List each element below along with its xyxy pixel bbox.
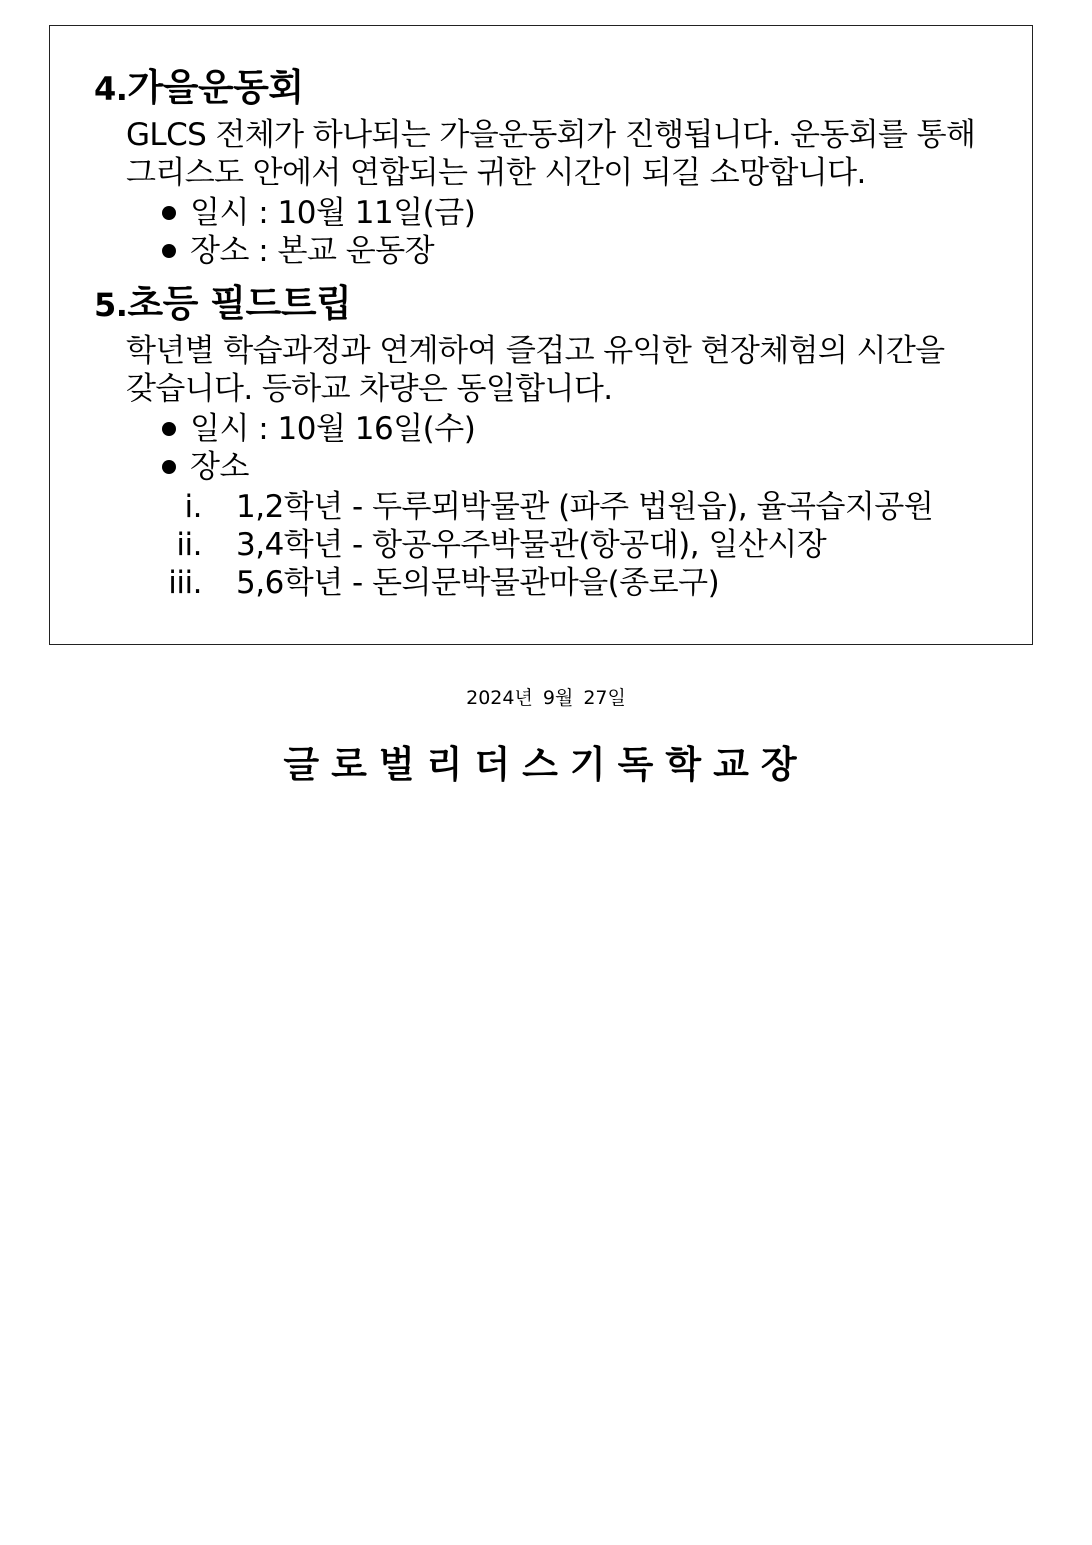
sub-item-text: 1,2학년 - 두루뫼박물관 (파주 법원읍), 율곡습지공원 [236, 489, 934, 525]
sub-item [168, 564, 945, 602]
bullet-dot-icon [162, 206, 176, 220]
notice-box [49, 25, 1033, 645]
bullet-list [162, 410, 945, 602]
bullet-item [162, 232, 975, 270]
section-field-trip [94, 282, 945, 602]
section-paragraph-line: 학년별 학습과정과 연계하여 즐겁고 유익한 현장체험의 시간을 [126, 333, 945, 369]
section-paragraph-line: 그리스도 안에서 연합되는 귀한 시간이 되길 소망합니다. [126, 155, 866, 191]
school-principal-signature: 글로벌리더스기독학교장 [283, 743, 809, 786]
sub-item [176, 526, 945, 564]
sub-item-marker: ii. [176, 527, 202, 563]
bullet-dot-icon [162, 460, 176, 474]
sub-item-marker: iii. [168, 565, 202, 601]
bullet-item [162, 448, 945, 602]
section-heading [94, 282, 945, 327]
bullet-list [162, 194, 975, 270]
bullet-text: 장소 [190, 449, 249, 485]
document-date: 2024년 9월 27일 [466, 687, 626, 709]
section-paragraph-line: GLCS 전체가 하나되는 가을운동회가 진행됩니다. 운동회를 통해 [126, 117, 976, 153]
section-number: 5. [94, 286, 128, 324]
sub-item-text: 3,4학년 - 항공우주박물관(항공대), 일산시장 [236, 527, 827, 563]
sub-item-text: 5,6학년 - 돈의문박물관마을(종로구) [236, 565, 720, 601]
bullet-dot-icon [162, 422, 176, 436]
bullet-text: 일시 : 10월 11일(금) [190, 195, 476, 231]
sub-item [184, 488, 945, 526]
sub-item-marker: i. [184, 489, 202, 525]
section-paragraph-line: 갖습니다. 등하교 차량은 동일합니다. [126, 371, 613, 407]
section-title: 초등 필드트립 [127, 282, 352, 325]
section-title: 가을운동회 [127, 66, 304, 109]
bullet-dot-icon [162, 244, 176, 258]
bullet-text: 장소 : 본교 운동장 [190, 233, 435, 269]
section-autumn-sports-day [94, 66, 975, 270]
bullet-text: 일시 : 10월 16일(수) [190, 411, 476, 447]
section-heading [94, 66, 975, 111]
bullet-item [162, 194, 975, 232]
section-number: 4. [94, 70, 128, 108]
bullet-item [162, 410, 945, 448]
sub-list [168, 488, 945, 602]
